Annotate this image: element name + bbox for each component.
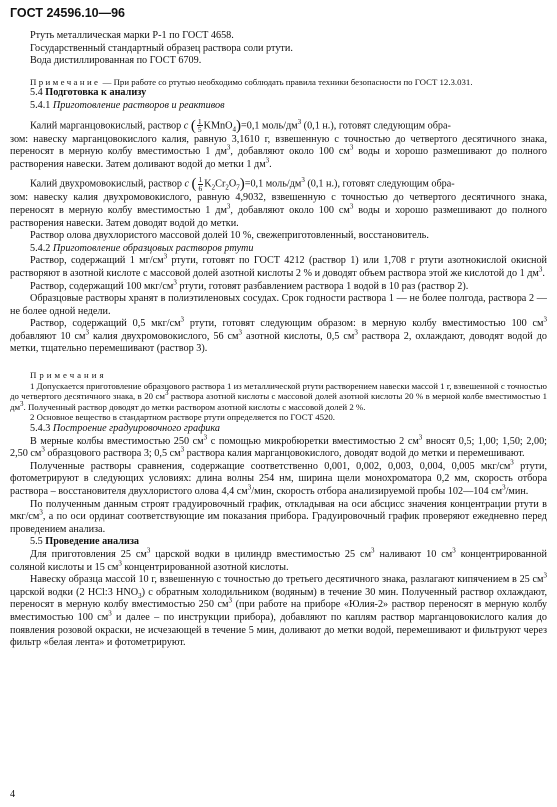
solution-1-paragraph: Раствор, содержащий 1 $мг/см^3$ ртути, готовят по ГОСТ 4212 (раствор 1) или 1,708 г ртути азотнокислой окисной растворяют в азотной кислоте с массовой долей азотной кислоты 2 % и доводят объем раствора этой же кислотой до 1 $дм^3$. [10,252,547,279]
k2cr2o7-paragraph-cont: зом: навеску калия двухромовокислого, равную 4,9032, взвешенную с точностью до четвертого десятичного знака, переносят в мерную колбу вместимостью 1 $дм^3$, добавляют около 100 $см^3$ воды и хорошо размешивают до полного растворения навески. Затем доводят водой до метки. [10,192,547,229]
section-5-4-1: 5.4.1 Приготовление растворов и реактивов [30,99,225,111]
tin-chloride-paragraph: Раствор олова двухлористого массовой долей 10 %, свежеприготовленный, восстановитель. [30,230,429,242]
solution-2-paragraph: Раствор, содержащий 100 мкг/$см^3$ ртути, готовят разбавлением раствора 1 водой в 10 раз (раствор 2). [30,278,469,292]
reagent-water: Вода дистиллированная по ГОСТ 6709. [30,55,202,67]
safety-note-label: Примечание [30,76,101,87]
section-5-4: 5.4 Подготовка к анализу [30,87,147,99]
calibration-paragraph-1: В мерные колбы вместимостью 250 $см^3$ с помощью микробюретки вместимостью 2 $см^3$ вносят 0,5; 1,00; 1,50; 2,00; 2,50 $см^3$ образцового раствора 3; 0,5 $см^3$ раствора калия марганцовокислого, доводят водой до метки и перемешивают. [10,433,547,460]
reagent-standard-sample: Государственный стандартный образец раствора соли ртути. [30,42,293,54]
safety-note-text: При работе со ртутью необходимо соблюдать правила техники безопасности по ГОСТ 12.3.031. [113,76,473,87]
section-5-4-2: 5.4.2 Приготовление образцовых растворов ртути [30,242,254,254]
section-5-4-3-title: Построение градуировочного графика [52,423,220,435]
calibration-paragraph-3: По полученным данным строят градуировочный график, откладывая на оси абсцисс значения концентрации ртути в мкг/$см^3$, а по оси ординат соответствующие им показания прибора. Градуировочный график проверяют ежедневно перед проведением анализа. [10,498,547,535]
document-header: ГОСТ 24596.10—96 [10,6,126,20]
section-5-4-3: 5.4.3 Построение градуировочного графика [30,423,220,435]
kmno4-paragraph-cont: зом: навеску марганцовокислого калия, равную 3,1610 г, взвешенную с точностью до четвертого десятичного знака, переносят в мерную колбу вместимостью 1 $дм^3$, добавляют около 100 $см^3$ воды и хорошо размешивают до полного растворения навески. Затем доливают водой до метки 1 $дм^3$. [10,133,547,170]
reagent-mercury: Ртуть металлическая марки Р-1 по ГОСТ 4658. [30,30,234,41]
section-5-4-title: Подготовка к анализу [45,87,147,99]
safety-note: Примечание — При работе со ртутью необходимо соблюдать правила техники безопасности по ГОСТ 12.3.031. [30,76,473,87]
storage-paragraph: Образцовые растворы хранят в полиэтиленовых сосудах. Срок годности раствора 1 — не более полгода, раствора 2 — не более одной недели. [10,293,547,317]
solution-3-paragraph: Раствор, содержащий 0,5 мкг/$см^3$ ртути, готовят следующим образом: в мерную колбу вместимостью 100 $см^3$ добавляют 10 $см^3$ калия двухромовокислого, 56 $см^3$ азотной кислоты, 0,5 $см^3$ раствора 2, охлаждают, доводят водой до метки, тщательно перемешивают (раствор 3). [10,315,547,355]
analysis-paragraph-2: Навеску образца массой 10 г, взвешенную с точностью до третьего десятичного знака, разлагают кипячением в 25 $см^3$ царской водки (2 HCl:3 $HNO_3$) с обратным холодильником (водяным) в течение 30 мин. Полученный раствор охлаждают, переносят в мерную колбу вместимостью 250 $см^3$ (при работе на приборе «Юлия-2» раствор переносят в мерную колбу вместимостью 100 $см^3$ и далее – по инструкции прибора), добавляют по каплям раствор марганцовокислого калия до появления розовой окраски, не исчезающей в течение 5 мин, доливают до метки водой, перемешивают и фильтруют через фильтр «белая лента» и фотометрируют. [10,571,548,649]
notes-title: Примечания [30,370,107,381]
notes-block [10,370,547,423]
section-5-5: 5.5 Проведение анализа [30,536,140,548]
note-2: 2 Основное вещество в стандартном растворе ртути определяется по ГОСТ 4520. [30,412,335,423]
page-number: 4 [10,789,16,800]
fraction-one-fifth: $\frac{1}{5}$ [197,116,202,135]
analysis-paragraph-1: Для приготовления 25 $см^3$ царской водки в цилиндр вместимостью 25 $см^3$ наливают 10 $см^3$ концентрированной соляной кислоты и 15 $см^3$ концентрированной азотной кислоты. [10,546,547,573]
section-5-4-2-title: Приготовление образцовых растворов ртути [52,242,254,254]
kmno4-paragraph: Калий марганцовокислый, раствор c ( $\frac{1}{5}$ KMnO$_4$)=0,1 моль/$дм^3$ (0,1 н.), готовят следующим обра- [30,116,451,135]
section-5-4-1-title: Приготовление растворов и реактивов [52,99,225,111]
document-body [10,30,547,650]
fraction-one-sixth: $\frac{1}{6}$ [198,175,203,193]
calibration-paragraph-2: Полученные растворы сравнения, содержащие соответственно 0,001, 0,002, 0,003, 0,004, 0,005 мкг/$см^3$ ртути, фотометрируют в следующих условиях: длина волны 254 нм, ширина щели монохроматора 0,2 мм, скорость отбора раствора – восстановителя двухлористого олова 4,4 $см^3$/мин, скорость отбора анализируемой пробы 102—104 $см^3$/мин. [10,458,547,497]
section-5-5-title: Проведение анализа [45,536,140,548]
note-1: 1 Допускается приготовление образцового раствора 1 из металлической ртути растворением навески массой 1 г, взвешенной с точностью до четвертого десятичного знака, в 20 $см^3$ раствора азотной кислоты с массовой долей азотной кислоты 20 % в мерной колбе вместимостью 1 $дм^3$. Полученный раствор доводят до метки раствором азотной кислоты с массовой долей 2 %. [10,380,547,412]
k2cr2o7-paragraph: Калий двухромовокислый, раствор c ( $\frac{1}{6}$ $K_2Cr_2O_7)=0,1$ моль/$дм^3$ (0,1 н.), готовят следующим обра- [30,175,455,193]
